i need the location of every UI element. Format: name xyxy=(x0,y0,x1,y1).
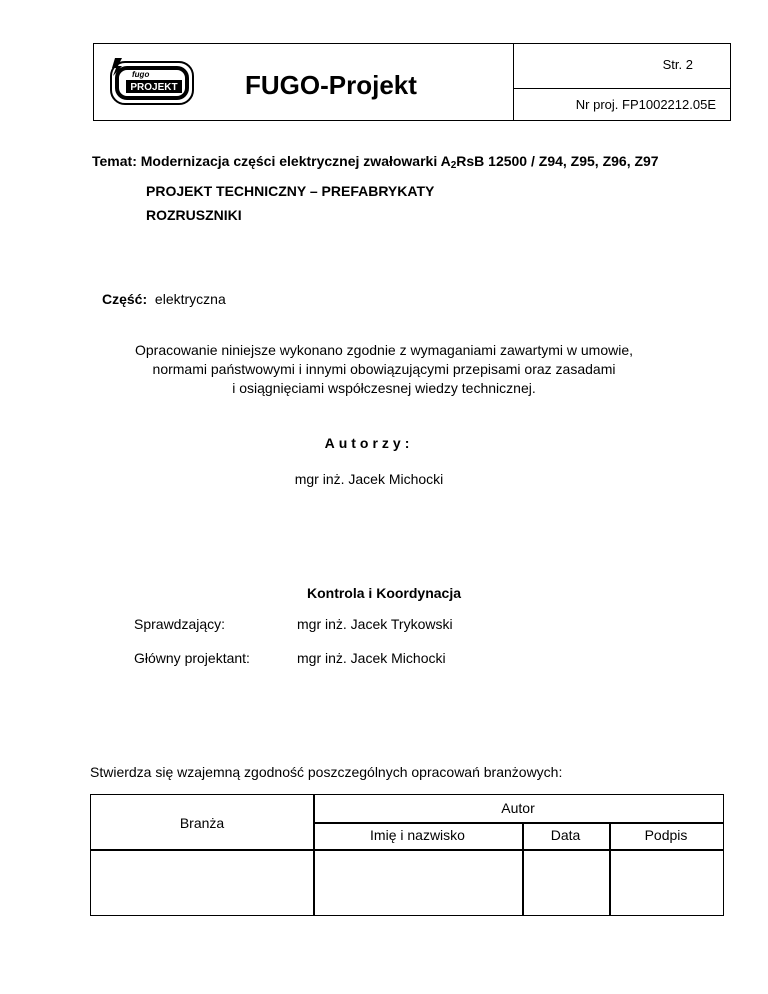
table-header-date: Data xyxy=(550,827,581,843)
part-value: elektryczna xyxy=(154,291,226,307)
control-heading: Kontrola i Koordynacja xyxy=(306,585,462,601)
compliance-note-line: Opracowanie niniejsze wykonano zgodnie z wymaganiami zawartymi w umowie, xyxy=(135,342,633,358)
topic-suffix: RsB 12500 / Z94, Z95, Z96, Z97 xyxy=(456,153,659,169)
svg-text:fugo: fugo xyxy=(132,70,150,79)
table-line xyxy=(91,849,723,851)
project-number: Nr proj. FP1002212.05E xyxy=(575,97,716,112)
table-header-branch: Branża xyxy=(179,815,225,831)
compliance-note xyxy=(0,341,768,398)
author-name: mgr inż. Jacek Michocki xyxy=(294,471,444,487)
topic-line xyxy=(92,153,659,171)
subtitle-project-type: PROJEKT TECHNICZNY – PREFABRYKATY xyxy=(146,183,435,199)
topic-subscript: 2 xyxy=(450,160,457,171)
table-header-signature: Podpis xyxy=(644,827,688,843)
authors-heading: Autorzy: xyxy=(324,435,414,451)
svg-text:PROJEKT: PROJEKT xyxy=(130,82,178,93)
compliance-note-line: i osiągnięciami współczesnej wiedzy technicznej. xyxy=(232,380,536,396)
compliance-note-line: normami państwowymi i innymi obowiązującymi przepisami oraz zasadami xyxy=(152,361,616,377)
page-number: Str. 2 xyxy=(662,57,693,72)
checker-role: Sprawdzający: xyxy=(134,616,226,632)
part-line xyxy=(102,291,226,307)
table-header-author: Autor xyxy=(501,800,535,816)
checker-name: mgr inż. Jacek Trykowski xyxy=(297,616,453,632)
chief-designer-name: mgr inż. Jacek Michocki xyxy=(297,650,446,666)
company-name: FUGO-Projekt xyxy=(245,70,417,100)
header-divider-horizontal xyxy=(513,88,730,89)
header-box xyxy=(93,43,731,121)
table-line xyxy=(313,822,723,824)
coordination-statement: Stwierdza się wzajemną zgodność poszczególnych opracowań branżowych: xyxy=(90,764,563,780)
topic-prefix: Temat: Modernizacja części elektrycznej zwałowarki A xyxy=(92,153,451,169)
table-header-name: Imię i nazwisko xyxy=(370,827,465,843)
chief-designer-role: Główny projektant: xyxy=(134,650,250,666)
header-divider-vertical xyxy=(513,44,514,120)
coordination-table xyxy=(90,794,724,916)
subtitle-scope: ROZRUSZNIKI xyxy=(146,207,242,223)
part-label: Część: xyxy=(102,291,148,307)
fugo-projekt-logo-icon xyxy=(108,56,198,108)
